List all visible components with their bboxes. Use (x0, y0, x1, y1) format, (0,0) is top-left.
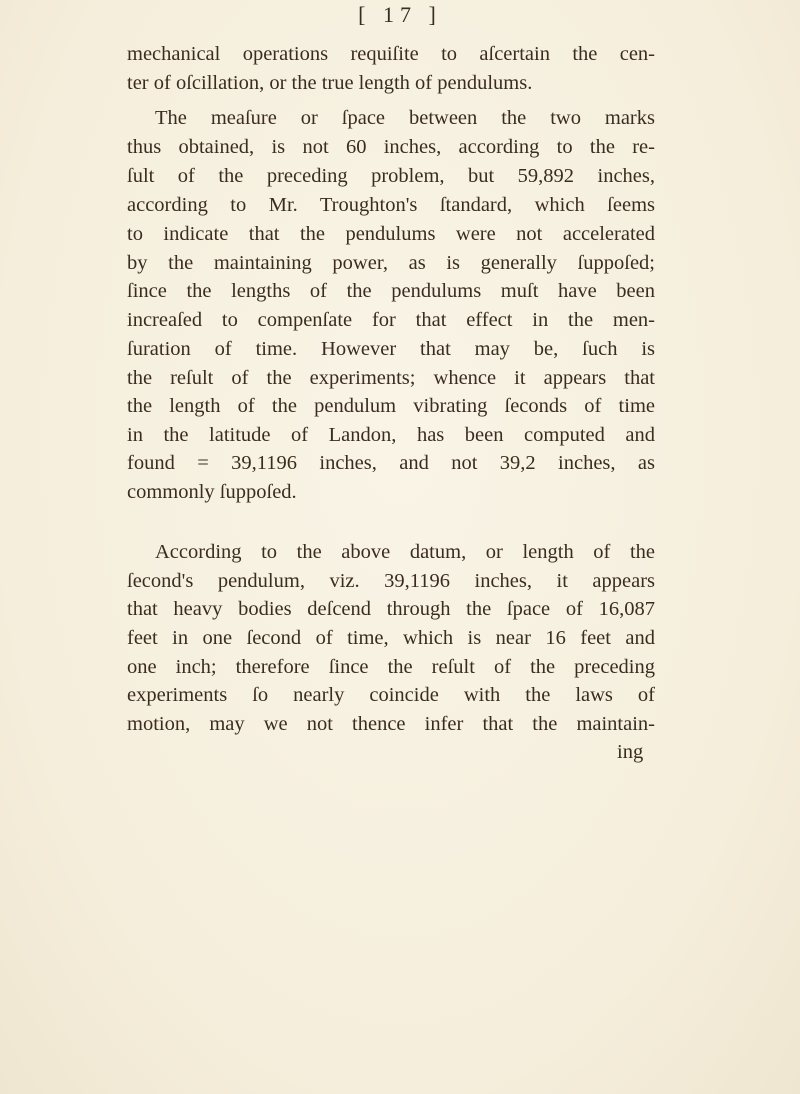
text-line: experiments ſo nearly coincide with the laws of (127, 684, 655, 706)
text-line: ter of oſcillation, or the true length of pendulums. (127, 72, 533, 94)
text-line: feet in one ſecond of time, which is near 16 feet and (127, 627, 655, 649)
text-line: According to the above datum, or length of the (155, 541, 655, 563)
text-line: found = 39,1196 inches, and not 39,2 inches, as (127, 452, 655, 474)
text-line: by the maintaining power, as is generally ſuppoſed; (127, 252, 655, 274)
text-line: ſult of the preceding problem, but 59,892 inches, (127, 165, 655, 187)
page-number: [ 17 ] (358, 2, 442, 27)
catchword: ing (617, 741, 644, 763)
text-line: one inch; therefore ſince the reſult of the preceding (127, 656, 655, 678)
text-line: mechanical operations requiſite to aſcertain the cen- (127, 43, 655, 65)
text-line: ſecond's pendulum, viz. 39,1196 inches, it appears (127, 570, 655, 592)
text-line: commonly ſuppoſed. (127, 481, 297, 503)
text-line: that heavy bodies deſcend through the ſpace of 16,087 (127, 598, 655, 620)
text-line: in the latitude of Landon, has been computed and (127, 424, 655, 446)
text-line: according to Mr. Troughton's ſtandard, which ſeems (127, 194, 655, 216)
text-line: motion, may we not thence infer that the maintain- (127, 713, 655, 735)
text-line: the reſult of the experiments; whence it appears that (127, 367, 655, 389)
text-line: to indicate that the pendulums were not accelerated (127, 223, 655, 245)
text-line: the length of the pendulum vibrating ſeconds of time (127, 395, 655, 417)
text-line: ſince the lengths of the pendulums muſt have been (127, 280, 655, 302)
text-line: increaſed to compenſate for that effect in the men- (127, 309, 655, 331)
text-line: The meaſure or ſpace between the two marks (155, 107, 655, 129)
text-line: thus obtained, is not 60 inches, according to the re- (127, 136, 655, 158)
text-line: ſuration of time. However that may be, ſuch is (127, 338, 655, 360)
